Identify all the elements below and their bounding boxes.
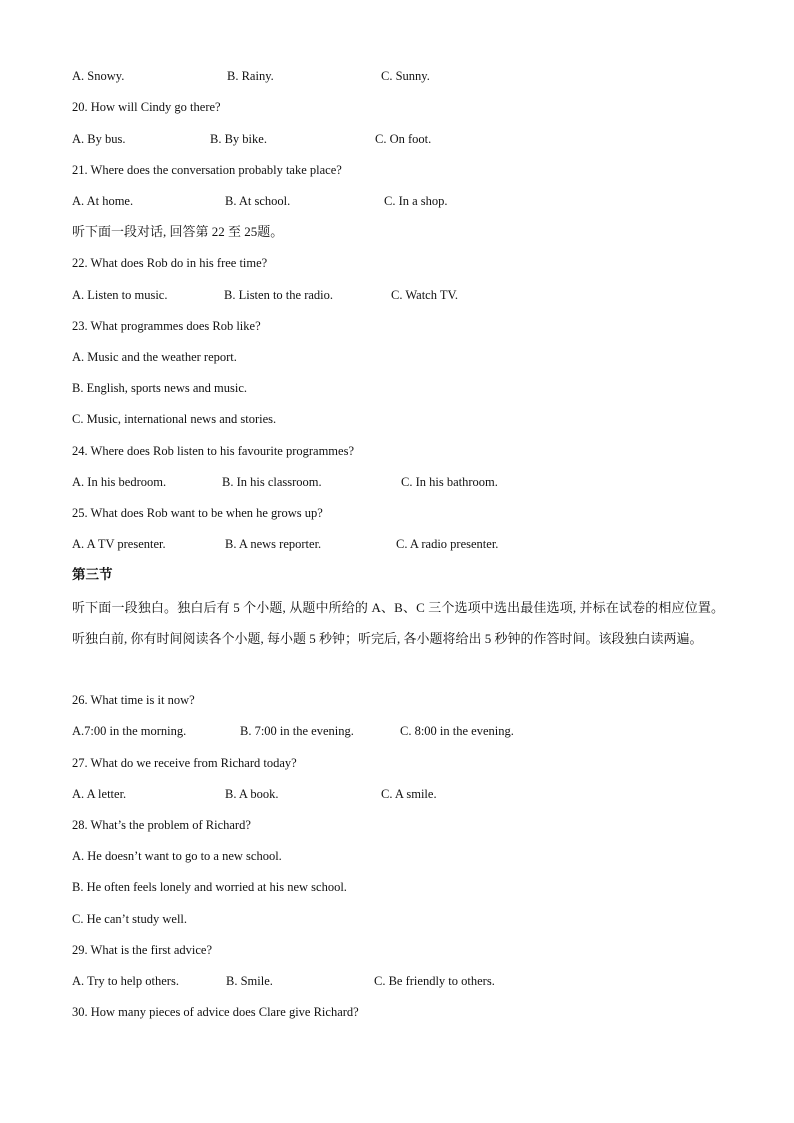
q27-option-c: C. A smile. — [381, 787, 437, 801]
q24-option-b: B. In his classroom. — [222, 475, 322, 489]
q20-option-c: C. On foot. — [375, 132, 432, 146]
q21-option-c: C. In a shop. — [384, 194, 448, 208]
q22-option-a: A. Listen to music. — [72, 288, 168, 302]
q21-option-a: A. At home. — [72, 194, 134, 208]
q20-option-a: A. By bus. — [72, 132, 126, 146]
q24-option-c: C. In his bathroom. — [401, 475, 498, 489]
q24-question: 24. Where does Rob listen to his favourite programmes? — [72, 444, 354, 458]
q26-option-c: C. 8:00 in the evening. — [400, 724, 514, 738]
q21-option-b: B. At school. — [225, 194, 291, 208]
q23-option-a: A. Music and the weather report. — [72, 350, 237, 364]
q24-option-a: A. In his bedroom. — [72, 475, 167, 489]
q28-question: 28. What’s the problem of Richard? — [72, 818, 251, 832]
q22-question: 22. What does Rob do in his free time? — [72, 256, 268, 270]
q23-option-c: C. Music, international news and stories. — [72, 412, 277, 426]
q20-question: 20. How will Cindy go there? — [72, 100, 221, 114]
q21-question: 21. Where does the conversation probably take place? — [72, 163, 342, 177]
q28-option-a: A. He doesn’t want to go to a new school. — [72, 849, 282, 863]
q29-question: 29. What is the first advice? — [72, 943, 213, 957]
q25-option-c: C. A radio presenter. — [396, 537, 499, 551]
q22-option-b: B. Listen to the radio. — [224, 288, 334, 302]
instruction-22-25: 听下面一段对话, 回答第 22 至 25题。 — [72, 224, 284, 239]
q29-option-c: C. Be friendly to others. — [374, 974, 495, 988]
q29-option-a: A. Try to help others. — [72, 974, 179, 988]
q27-option-b: B. A book. — [225, 787, 279, 801]
q19-option-a: A. Snowy. — [72, 69, 125, 83]
q25-option-b: B. A news reporter. — [225, 537, 322, 551]
q25-option-a: A. A TV presenter. — [72, 537, 166, 551]
q28-option-c: C. He can’t study well. — [72, 912, 188, 926]
q23-question: 23. What programmes does Rob like? — [72, 319, 261, 333]
q19-option-c: C. Sunny. — [381, 69, 430, 83]
section-3-instruction: 听下面一段独白。独白后有 5 个小题, 从题中所给的 A、B、C 三个选项中选出最佳选项, 并标在试卷的相应位置。听独白前, 你有时间阅读各个小题, 每小题 5 秒钟；听完后, 各小题将给出 5 秒钟的作答时间。该段独白读两遍。 — [72, 600, 724, 646]
q23-option-b: B. English, sports news and music. — [72, 381, 247, 395]
q27-question: 27. What do we receive from Richard today? — [72, 756, 297, 770]
q26-option-b: B. 7:00 in the evening. — [240, 724, 354, 738]
q22-option-c: C. Watch TV. — [391, 288, 459, 302]
q25-question: 25. What does Rob want to be when he grows up? — [72, 506, 323, 520]
q20-option-b: B. By bike. — [210, 132, 267, 146]
q27-option-a: A. A letter. — [72, 787, 127, 801]
q26-option-a: A.7:00 in the morning. — [72, 724, 187, 738]
section-3-heading: 第三节 — [72, 567, 113, 583]
q19-option-b: B. Rainy. — [227, 69, 274, 83]
q26-question: 26. What time is it now? — [72, 693, 195, 707]
q28-option-b: B. He often feels lonely and worried at his new school. — [72, 880, 347, 894]
q29-option-b: B. Smile. — [226, 974, 273, 988]
q30-question: 30. How many pieces of advice does Clare give Richard? — [72, 1005, 359, 1019]
